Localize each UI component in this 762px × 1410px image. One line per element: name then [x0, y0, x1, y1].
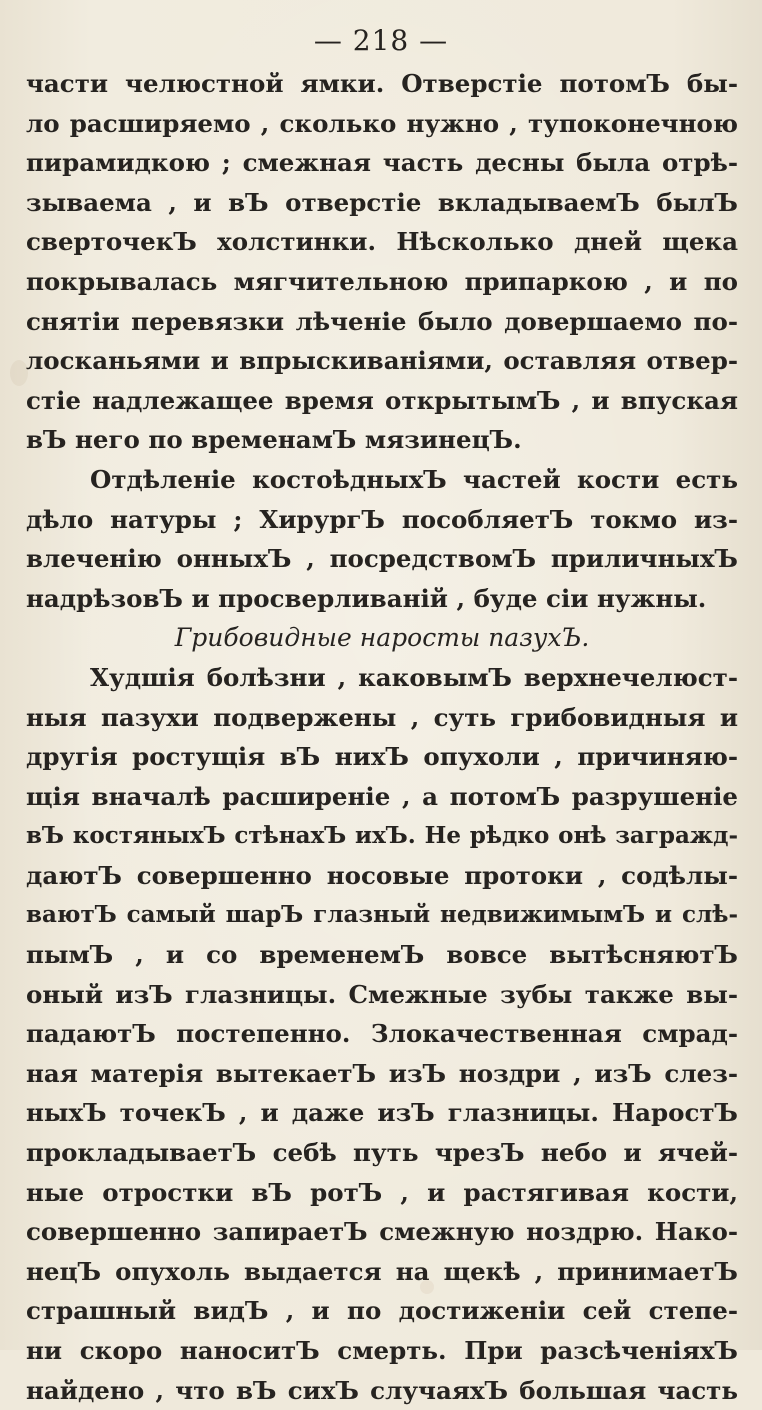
text-line-content: снятіи перевязки лѣченіе было довершаемо по- [26, 306, 738, 336]
text-line-content: пымЪ , и со временемЪ вовсе вытѣсняютЪ [26, 940, 738, 970]
text-line-content: Худшія болѣзни , каковымЪ верхнечелюст- [90, 662, 738, 692]
text-line [26, 856, 738, 896]
text-line-content: покрывалась мягчительною припаркою , и по [26, 266, 738, 296]
text-line-content: стіе надлежащее время открытымЪ , и впуская [26, 385, 738, 415]
text-line-content: оный изЪ глазницы. Смежные зубы также вы- [26, 979, 738, 1009]
text-line-content: страшный видЪ , и по достиженіи сей степе- [26, 1296, 738, 1326]
section-heading [26, 618, 738, 658]
text-line [26, 104, 738, 144]
text-line [26, 539, 738, 579]
text-line-content: Грибовидные наросты пазухЪ. [174, 623, 590, 653]
text-line [26, 658, 738, 698]
text-line [26, 1371, 738, 1410]
text-line-content: другія ростущія вЪ нихЪ опухоли , причиняю- [26, 742, 738, 772]
text-line [26, 895, 738, 935]
text-line-content: ные отростки вЪ ротЪ , и растягивая кости, [26, 1177, 738, 1207]
text-line-content: лосканьями и впрыскиваніями, оставляя отвер- [26, 346, 738, 376]
text-line [26, 975, 738, 1015]
text-line-content: совершенно запираетЪ смежную ноздрю. Нако- [26, 1217, 738, 1247]
text-line [26, 460, 738, 500]
page-number: — 218 — [313, 24, 449, 57]
text-line-content: щія вначалѣ расширеніе , а потомЪ разрушеніе [26, 781, 738, 811]
text-line [26, 1212, 738, 1252]
text-line [26, 262, 738, 302]
text-line-content: ни скоро наноситЪ смерть. При разсѣченіяхЪ [26, 1336, 738, 1365]
body-text [26, 64, 738, 1410]
text-line-content: надрѣзовЪ и просверливаній , буде сіи нужны. [26, 583, 707, 613]
text-line [26, 1054, 738, 1094]
text-line [26, 777, 738, 817]
text-line [26, 64, 738, 104]
text-line [26, 381, 738, 421]
text-line-content: влеченію онныхЪ , посредствомЪ приличныхЪ [26, 544, 738, 574]
text-line [26, 698, 738, 738]
text-line-content: нецЪ опухоль выдается на щекѣ , принимаетЪ [26, 1256, 738, 1286]
text-line-content: найдено , что вЪ сихЪ случаяхЪ большая часть [26, 1375, 738, 1405]
text-line [26, 1252, 738, 1292]
text-line-content: части челюстной ямки. Отверстіе потомЪ бы- [26, 69, 738, 98]
text-line [26, 935, 738, 975]
text-line-content: ная матерія вытекаетЪ изЪ ноздри , изЪ слез- [26, 1058, 738, 1088]
text-line-content: ныя пазухи подвержены , суть грибовидныя и [26, 702, 738, 732]
text-line-content: падаютЪ постепенно. Злокачественная смрад- [26, 1019, 738, 1049]
text-line-content: зываема , и вЪ отверстіе вкладываемЪ былЪ [26, 187, 738, 217]
text-line [26, 1014, 738, 1054]
text-line [26, 737, 738, 777]
text-line-content: прокладываетЪ себѣ путь чрезЪ небо и ячей- [26, 1138, 738, 1168]
text-line [26, 143, 738, 183]
text-line [26, 341, 738, 381]
text-line [26, 579, 738, 619]
text-line [26, 1173, 738, 1213]
text-line-content: вЪ него по временамЪ мязинецЪ. [26, 425, 522, 455]
text-line [26, 1093, 738, 1133]
text-line [26, 1291, 738, 1331]
text-line-content: дѣло натуры ; ХирургЪ пособляетЪ токмо из- [26, 504, 738, 534]
text-line-content: ныхЪ точекЪ , и даже изЪ глазницы. НаростЪ [26, 1098, 738, 1128]
text-line-content: ло расширяемо , сколько нужно , тупоконечною [26, 108, 738, 138]
text-line [26, 183, 738, 223]
text-line [26, 302, 738, 342]
text-line-content: вЪ костяныхЪ стѣнахЪ ихЪ. Не рѣдко онѣ загражд- [26, 822, 738, 850]
text-line-content: пирамидкою ; смежная часть десны была отрѣ- [26, 148, 738, 178]
text-line-content: ваютЪ самый шарЪ глазный недвижимымЪ и слѣ- [26, 901, 738, 929]
text-line [26, 1331, 738, 1371]
text-line [26, 500, 738, 540]
text-line [26, 1133, 738, 1173]
text-line-content: даютЪ совершенно носовые протоки , содѣлы- [26, 860, 738, 890]
text-line [26, 816, 738, 856]
text-line [26, 222, 738, 262]
text-line-content: Отдѣленіе костоѣдныхЪ частей кости есть [90, 464, 738, 494]
text-line-content: сверточекЪ холстинки. Нѣсколько дней щека [26, 227, 738, 257]
text-line [26, 420, 738, 460]
